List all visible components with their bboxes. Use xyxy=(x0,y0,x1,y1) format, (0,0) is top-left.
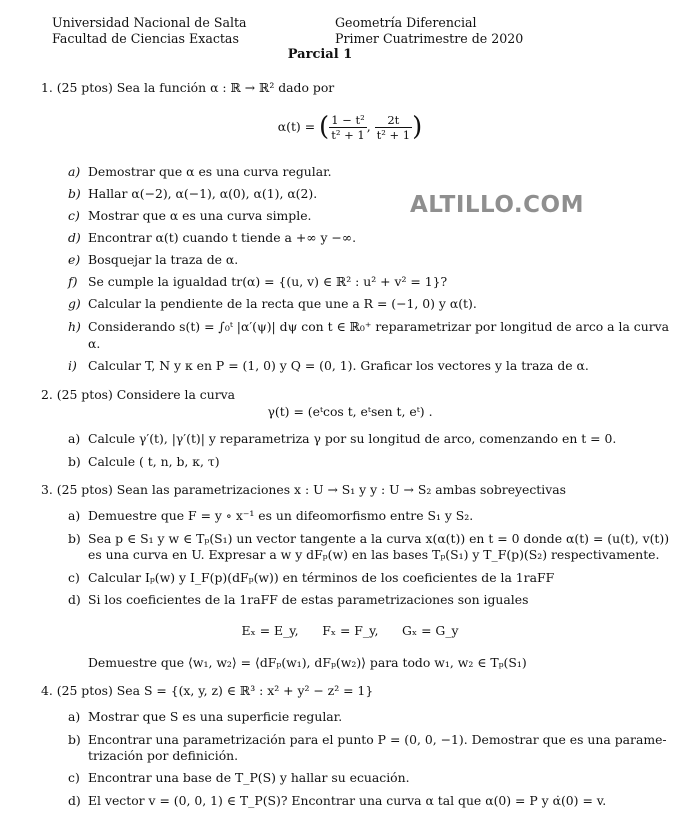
q1-item-h-cont: α. xyxy=(88,336,101,351)
q4-item-b: b) Encontrar una parametrización para el punto P = (0, 0, −1). Demostrar que es una parame- xyxy=(68,732,667,747)
q1-fraction-1 xyxy=(329,113,367,142)
header-left xyxy=(52,15,247,47)
q1-formula-lhs: α(t) = xyxy=(277,118,316,134)
q3-item-a: a) Demuestre que F = y ∘ x⁻¹ es un difeomorfismo entre S₁ y S₂. xyxy=(68,508,474,523)
q3-conclusion: Demuestre que ⟨w₁, w₂⟩ = ⟨dFₚ(w₁), dFₚ(w₂)⟩ para todo w₁, w₂ ∈ Tₚ(S₁) xyxy=(88,655,527,670)
header-right xyxy=(335,15,523,47)
q1-item-b: b) Hallar α(−2), α(−1), α(0), α(1), α(2). xyxy=(68,186,318,201)
q3-item-b: b) Sea p ∈ S₁ y w ∈ Tₚ(S₁) un vector tangente a la curva x(α(t)) en t = 0 donde α(t) = (u(t), v(t)) xyxy=(68,531,670,546)
q1-frac1-num: 1 − t² xyxy=(331,112,365,127)
q2-item-b: b) Calcule ( t, n, b, κ, τ) xyxy=(68,454,220,469)
university-name: Universidad Nacional de Salta xyxy=(52,15,247,30)
q1-item-d: d) Encontrar α(t) cuando t tiende a +∞ y −∞. xyxy=(68,230,357,245)
q3-formula: Eₓ = E_y, Fₓ = F_y, Gₓ = G_y xyxy=(241,623,459,638)
term-name: Primer Cuatrimestre de 2020 xyxy=(335,31,524,46)
q4-item-c: c) Encontrar una base de T_P(S) y hallar su ecuación. xyxy=(68,770,410,785)
q1-item-h: h) Considerando s(t) = ∫₀ᵗ |α′(ψ)| dψ con t ∈ ℝ₀⁺ reparametrizar por longitud de arco a la curva xyxy=(68,319,670,334)
q3-item-c: c) Calcular Iₚ(w) y I_F(p)(dFₚ(w)) en términos de los coeficientes de la 1raFF xyxy=(68,570,555,585)
q3-item-b-cont: es una curva en U. Expresar a w y dFₚ(w) en las bases Tₚ(S₁) y T_F(p)(S₂) respectivamente. xyxy=(88,547,660,562)
exam-title: Parcial 1 xyxy=(287,47,353,62)
q1-formula: α(t) = ( $\frac{\text{1 − t²}}{\text{t² + 1}}$ , $\frac{2t}{\text{t² + 1}}$ ) xyxy=(277,112,423,142)
q1-item-a: a) Demostrar que α es una curva regular. xyxy=(68,164,332,179)
q1-intro: 1. (25 ptos) Sea la función α : ℝ → ℝ² dado por xyxy=(41,80,335,95)
q3-intro: 3. (25 ptos) Sean las parametrizaciones x : U → S₁ y y : U → S₂ ambas sobreyectivas xyxy=(41,482,566,497)
q2-intro: 2. (25 ptos) Considere la curva xyxy=(41,387,236,402)
q1-item-e: e) Bosquejar la traza de α. xyxy=(68,252,239,267)
q4-item-d: d) El vector v = (0, 0, 1) ∈ T_P(S)? Encontrar una curva α tal que α(0) = P y α̇(0) = v. xyxy=(68,793,607,808)
q2-item-a: a) Calcule γ′(t), |γ′(t)| y reparametriza γ por su longitud de arco, comenzando en t = 0. xyxy=(68,431,617,446)
watermark-logo: ALTILLO.COM xyxy=(410,192,584,218)
q4-item-a: a) Mostrar que S es una superficie regular. xyxy=(68,709,343,724)
q1-frac2-den: t² + 1 xyxy=(376,127,411,142)
q4-intro: 4. (25 ptos) Sea S = {(x, y, z) ∈ ℝ³ : x² + y² − z² = 1} xyxy=(41,683,374,698)
q1-fraction-2 xyxy=(375,113,413,142)
faculty-name: Facultad de Ciencias Exactas xyxy=(52,31,239,46)
q1-item-i: i) Calcular T, N y κ en P = (1, 0) y Q = (0, 1). Graficar los vectores y la traza de α. xyxy=(68,358,589,373)
q3-item-d: d) Si los coeficientes de la 1raFF de estas parametrizaciones son iguales xyxy=(68,592,529,607)
q2-formula: γ(t) = (eᵗcos t, eᵗsen t, eᵗ) . xyxy=(267,404,433,419)
q1-frac1-den: t² + 1 xyxy=(331,127,365,142)
q4-item-b-cont: trización por definición. xyxy=(88,748,239,763)
q1-item-c: c) Mostrar que α es una curva simple. xyxy=(68,208,312,223)
q1-frac2-num: 2t xyxy=(375,113,413,128)
q1-item-g: g) Calcular la pendiente de la recta que une a R = (−1, 0) y α(t). xyxy=(68,296,477,311)
q1-item-f: f) Se cumple la igualdad tr(α) = {(u, v) ∈ ℝ² : u² + v² = 1}? xyxy=(68,274,448,289)
course-name: Geometría Diferencial xyxy=(335,15,477,30)
